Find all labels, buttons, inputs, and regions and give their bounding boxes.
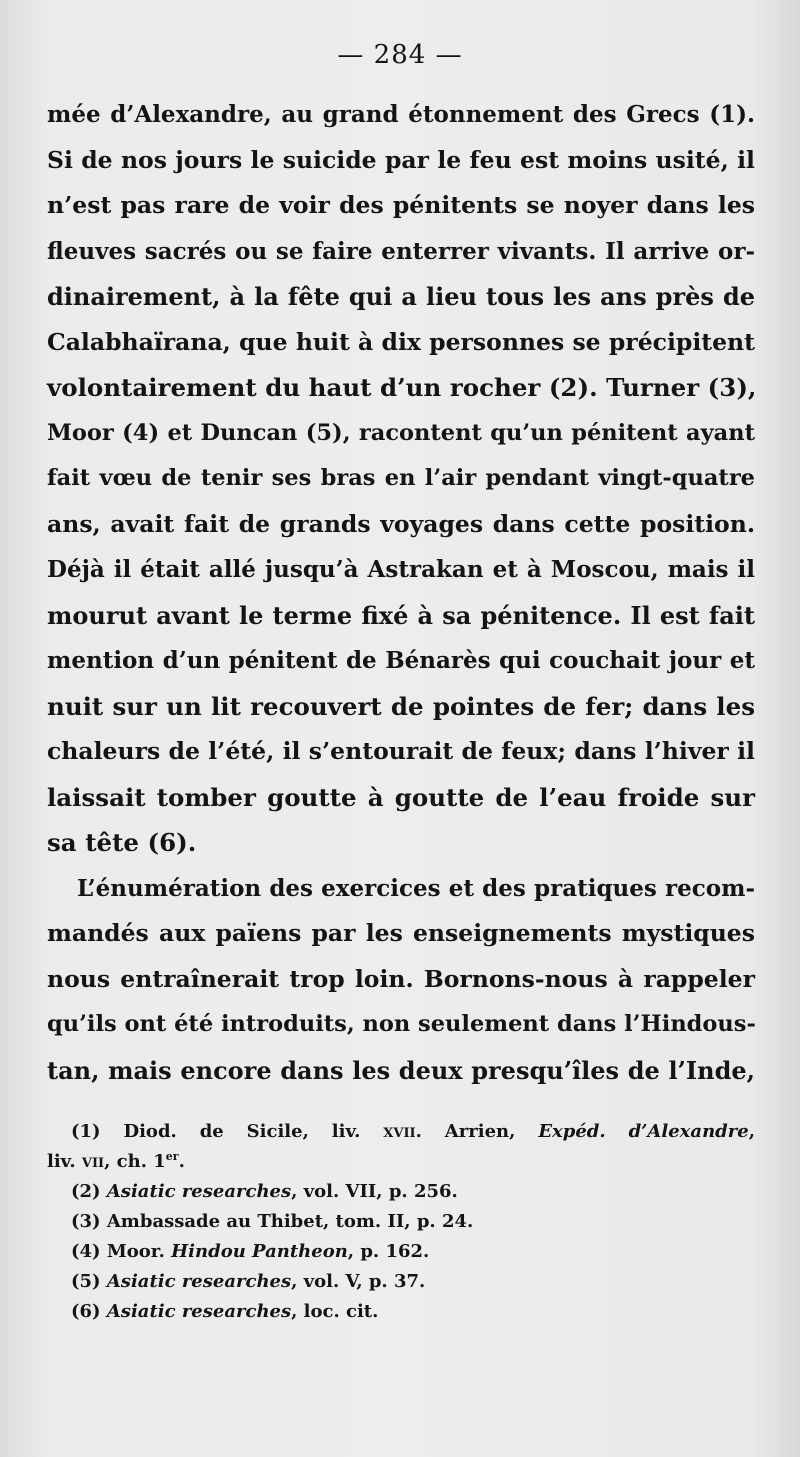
footnote-mark: (5) [71, 1271, 101, 1292]
text-line: n’est pas rare de voir des pénitents se noyer dans les [47, 191, 755, 219]
paragraph-start-line: L’énumération des exercices et des pratiques recom- [77, 874, 755, 902]
footnote-mark: (3) [71, 1211, 101, 1232]
footnote-mark: (6) [71, 1301, 101, 1322]
text-line: mandés aux païens par les enseignements mystiques [47, 919, 755, 947]
citation-title: Asiatic researches [106, 1181, 292, 1202]
text-line: Si de nos jours le suicide par le feu est moins usité, il [47, 145, 755, 174]
text-line: nuit sur un lit recouvert de pointes de fer; dans les [47, 691, 755, 721]
text-line: qu’ils ont été introduits, non seulement dans l’Hindous- [47, 1011, 756, 1037]
footnote-3: (3) Ambassade au Thibet, tom. II, p. 24. [71, 1211, 474, 1232]
text-line: ans, avait fait de grands voyages dans cette position. [47, 509, 755, 538]
text-line: tan, mais encore dans les deux presqu’îles de l’Inde, [47, 1055, 755, 1085]
footnotes [47, 1117, 755, 1327]
citation-title: Hindou Pantheon [171, 1241, 348, 1262]
citation-title: Expéd. d’Alexandre [538, 1121, 749, 1142]
footnote-4: (4) Moor. Hindou Pantheon, p. 162. [71, 1241, 430, 1262]
text-line: dinairement, à la fête qui a lieu tous les ans près de [47, 282, 755, 311]
text-line: chaleurs de l’été, il s’entourait de feux; dans l’hiver il [47, 737, 755, 765]
text-line: fait vœu de tenir ses bras en l’air pendant vingt-quatre [47, 465, 755, 491]
text-line: mention d’un pénitent de Bénarès qui couchait jour et [47, 647, 755, 674]
page-number: — 284 — [337, 40, 463, 70]
citation-title: Asiatic researches [106, 1271, 292, 1292]
text-line: fleuves sacrés ou se faire enterrer vivants. Il arrive or- [47, 237, 755, 265]
text-line: Moor (4) et Duncan (5), racontent qu’un pénitent ayant [47, 419, 755, 446]
footnote-1-continued: liv. vii, ch. 1er. [47, 1150, 185, 1172]
footnote-mark: (1) [71, 1121, 101, 1142]
citation-title: Asiatic researches [106, 1301, 292, 1322]
footnote-5: (5) Asiatic researches, vol. V, p. 37. [71, 1271, 426, 1292]
footnote-1: (1) Diod. de Sicile, liv. xvii. Arrien, Expéd. d’Alexandre, [71, 1121, 755, 1142]
text-line: laissait tomber goutte à goutte de l’eau froide sur [47, 782, 755, 812]
footnote-2: (2) Asiatic researches, vol. VII, p. 256. [71, 1181, 458, 1202]
main-text [47, 92, 755, 1093]
footnote-mark: (2) [71, 1181, 101, 1202]
text-line: nous entraînerait trop loin. Bornons-nous à rappeler [47, 964, 755, 993]
text-line: Déjà il était allé jusqu’à Astrakan et à Moscou, mais il [47, 556, 755, 583]
text-line: mourut avant le terme fixé à sa pénitence. Il est fait [47, 600, 755, 630]
text-line: sa tête (6). [47, 828, 197, 857]
text-line: Calabhaïrana, que huit à dix personnes se précipitent [47, 327, 755, 356]
footnote-mark: (4) [71, 1241, 101, 1262]
text-line: volontairement du haut d’un rocher (2). Turner (3), [47, 373, 757, 402]
footnote-6: (6) Asiatic researches, loc. cit. [71, 1301, 379, 1322]
text-line: mée d’Alexandre, au grand étonnement des Grecs (1). [47, 101, 755, 128]
